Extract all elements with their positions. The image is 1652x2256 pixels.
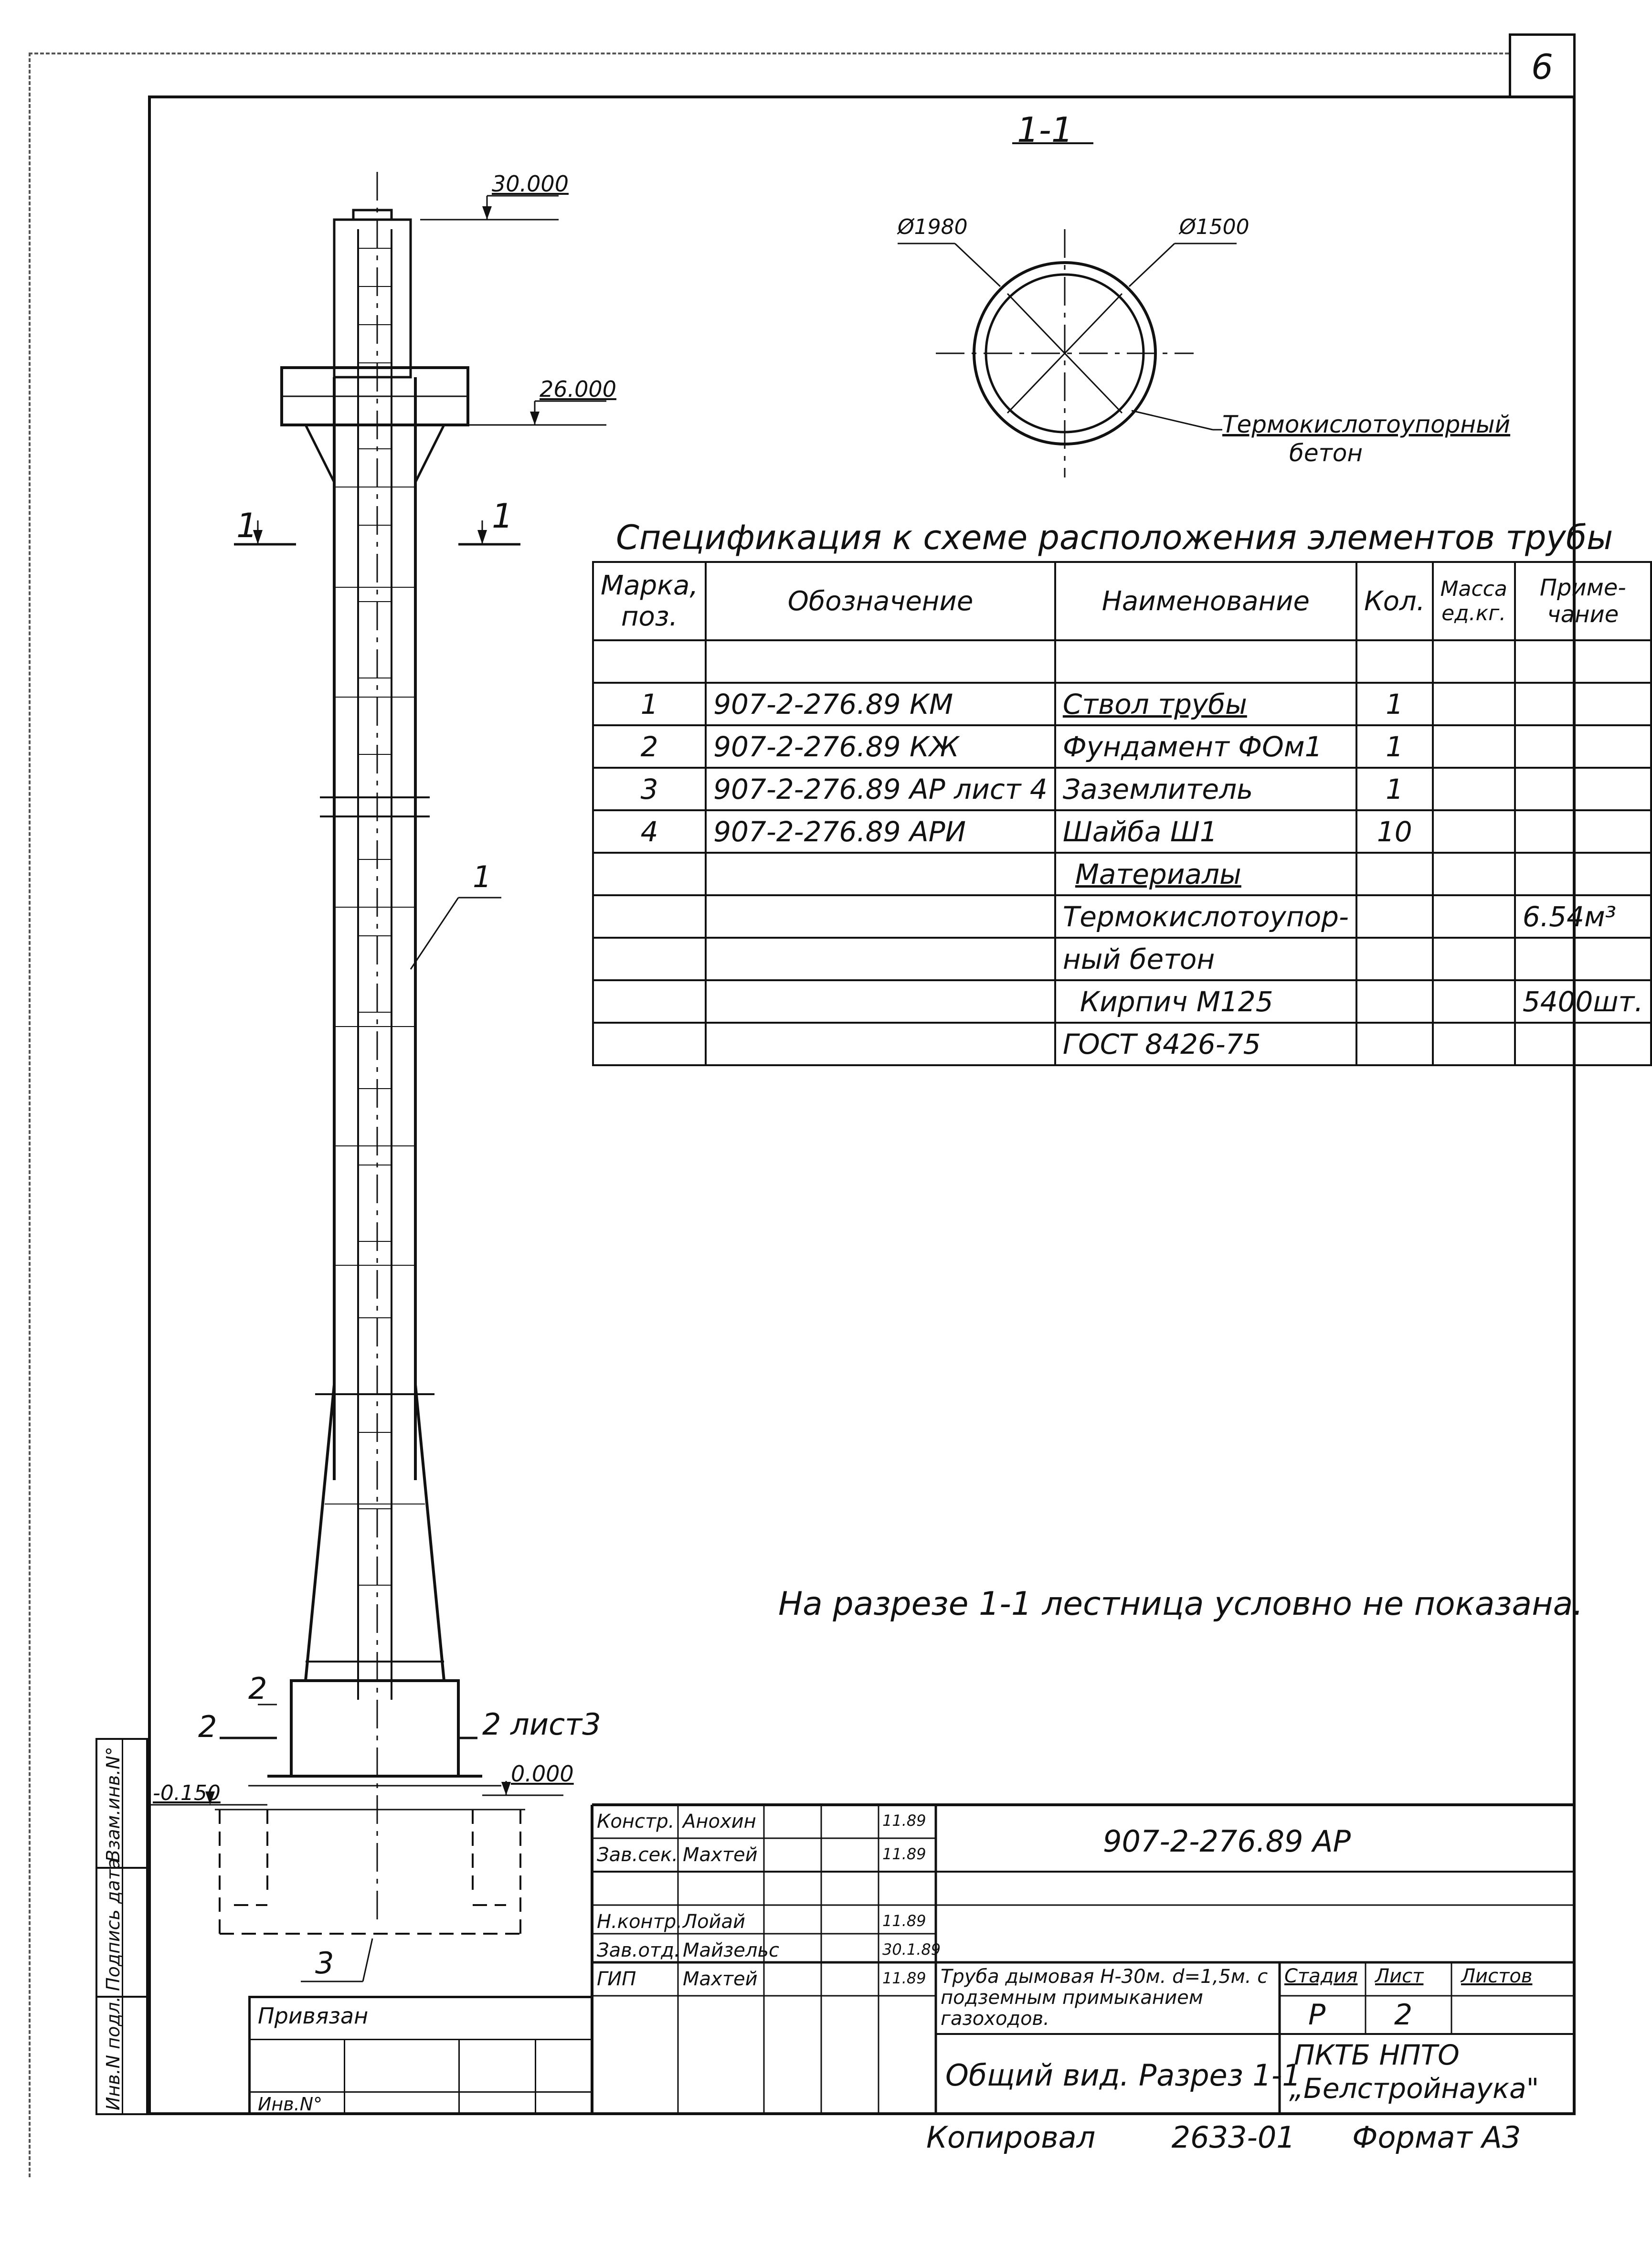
side-label-inv: Инв.N подл. — [103, 1996, 124, 2110]
cell — [706, 938, 1055, 980]
date-5: 11.89 — [882, 1969, 926, 1987]
cell — [1515, 938, 1651, 980]
col-note: Приме-чание — [1515, 562, 1651, 640]
cut2-mark-left: 2 — [198, 1709, 217, 1744]
col-mass: Масса ед.кг. — [1433, 562, 1515, 640]
binding-divider — [458, 2039, 460, 2115]
binding-divider — [535, 2039, 536, 2115]
elevation-ground: 0.000 — [511, 1761, 574, 1787]
copy-number: 2633-01 — [1171, 2120, 1295, 2155]
copied-label: Копировал — [926, 2120, 1096, 2155]
cell — [1433, 1023, 1515, 1065]
cell: Ствол трубы — [1055, 683, 1356, 725]
cell: 907-2-276.89 АР лист 4 — [706, 768, 1055, 810]
cell: 2 — [593, 725, 706, 768]
cell: 1 — [1356, 683, 1433, 725]
cell — [1515, 768, 1651, 810]
cell — [1515, 725, 1651, 768]
cell — [706, 853, 1055, 895]
cell — [1356, 640, 1433, 683]
name-3: Лойай — [683, 1911, 746, 1933]
table-row — [593, 640, 1651, 683]
sheet-value: 2 — [1394, 1998, 1413, 2032]
cell: Термокислотоупор- — [1055, 895, 1356, 938]
cell — [1433, 980, 1515, 1023]
view-title: Общий вид. Разрез 1-1 — [945, 2058, 1301, 2093]
cell: Кирпич М125 — [1055, 980, 1356, 1023]
spec-header-row — [593, 562, 1651, 640]
side-label-signature: Подпись дата — [103, 1858, 124, 1991]
section-material-line2: бетон — [1289, 439, 1363, 467]
stage-value: Р — [1308, 1998, 1326, 2032]
cell — [1433, 768, 1515, 810]
cell — [1356, 895, 1433, 938]
stage-label: Стадия — [1284, 1965, 1358, 1987]
position-1-label: 1 — [473, 859, 492, 894]
spec-title: Спецификация к схеме расположения элементов трубы — [616, 518, 1613, 557]
elevation-below: -0.150 — [153, 1781, 221, 1805]
sheet-number: 6 — [1509, 33, 1576, 95]
role-1: Зав.сек. — [597, 1844, 678, 1866]
cell — [706, 895, 1055, 938]
date-3: 11.89 — [882, 1912, 926, 1930]
name-4: Майзельс — [683, 1939, 780, 1961]
cell: 4 — [593, 810, 706, 853]
cell: 907-2-276.89 КМ — [706, 683, 1055, 725]
table-row — [593, 980, 1651, 1023]
role-0: Констр. — [597, 1811, 675, 1832]
cell — [706, 1023, 1055, 1065]
cell — [1433, 853, 1515, 895]
cell — [593, 640, 706, 683]
cell: 907-2-276.89 АРИ — [706, 810, 1055, 853]
cell: Заземлитель — [1055, 768, 1356, 810]
cell — [593, 938, 706, 980]
cell — [1356, 853, 1433, 895]
date-1: 11.89 — [882, 1845, 926, 1863]
table-row — [593, 768, 1651, 810]
cell: 1 — [1356, 768, 1433, 810]
side-label-replace: Взам.инв.N° — [103, 1747, 124, 1862]
table-row — [593, 1023, 1651, 1065]
cell — [1433, 640, 1515, 683]
cell — [1356, 980, 1433, 1023]
table-row — [593, 895, 1651, 938]
name-1: Махтей — [683, 1844, 758, 1866]
cut2-mark-right: 2 лист3 — [482, 1707, 601, 1742]
cut-mark-right: 1 — [492, 497, 513, 536]
position-3-label: 3 — [315, 1946, 334, 1981]
table-row — [593, 683, 1651, 725]
organization-line2: „Белстройнаука" — [1289, 2072, 1539, 2105]
elevation-platform: 26.000 — [540, 376, 616, 402]
description: Труба дымовая Н-30м. d=1,5м. с подземным примыканием газоходов. — [941, 1966, 1268, 2030]
cell — [1433, 938, 1515, 980]
spec-table — [592, 561, 1652, 1066]
arrow-top-elev — [482, 206, 492, 220]
role-5: ГИП — [597, 1968, 636, 1990]
cell: ГОСТ 8426-75 — [1055, 1023, 1356, 1065]
cell — [1515, 810, 1651, 853]
cell — [593, 895, 706, 938]
binding-divider — [248, 2091, 592, 2093]
table-row — [593, 810, 1651, 853]
cell — [1515, 853, 1651, 895]
cell — [1356, 1023, 1433, 1065]
cell — [1433, 683, 1515, 725]
cell — [1515, 640, 1651, 683]
col-mark: Марка, поз. — [593, 562, 706, 640]
cell: Фундамент ФОм1 — [1055, 725, 1356, 768]
organization-line1: ПКТБ НПТО — [1294, 2039, 1460, 2071]
cell — [1515, 1023, 1651, 1065]
cell — [706, 640, 1055, 683]
cell — [1433, 895, 1515, 938]
cell — [1356, 938, 1433, 980]
document-code: 907-2-276.89 АР — [1103, 1824, 1351, 1859]
cell: 10 — [1356, 810, 1433, 853]
cell: 907-2-276.89 КЖ — [706, 725, 1055, 768]
role-3: Н.контр. — [597, 1911, 682, 1933]
cell: Шайба Ш1 — [1055, 810, 1356, 853]
role-4: Зав.отд. — [597, 1939, 680, 1961]
cell — [593, 980, 706, 1023]
cell — [1515, 683, 1651, 725]
cell — [706, 980, 1055, 1023]
cell: 6.54м³ — [1515, 895, 1651, 938]
sheet-label: Лист — [1375, 1965, 1424, 1987]
cell — [1433, 810, 1515, 853]
cell — [1433, 725, 1515, 768]
name-0: Анохин — [683, 1811, 756, 1832]
inventory-number-label: Инв.N° — [258, 2094, 323, 2115]
cell — [593, 1023, 706, 1065]
position-2-label: 2 — [248, 1671, 267, 1706]
bottom-line — [926, 2120, 1521, 2155]
outer-diameter-label: Ø1980 — [898, 215, 968, 239]
drawing-note: На разрезе 1-1 лестница условно не показана. — [778, 1585, 1583, 1623]
inner-diameter-label: Ø1500 — [1179, 215, 1250, 239]
binding-divider — [248, 2039, 592, 2040]
section-title: 1-1 — [1017, 110, 1073, 150]
table-row — [593, 725, 1651, 768]
cell: 1 — [593, 683, 706, 725]
col-designation: Обозначение — [706, 562, 1055, 640]
date-0: 11.89 — [882, 1811, 926, 1830]
cell: 5400шт. — [1515, 980, 1651, 1023]
cell — [593, 853, 706, 895]
table-row — [593, 938, 1651, 980]
binding-label: Привязан — [258, 2003, 369, 2029]
date-4: 30.1.89 — [882, 1940, 941, 1959]
format-label: Формат А3 — [1352, 2120, 1521, 2155]
cell — [1055, 640, 1356, 683]
materials-subheading: Материалы — [1055, 853, 1356, 895]
cell: 3 — [593, 768, 706, 810]
section-material-line1: Термокислотоупорный — [1222, 411, 1511, 438]
cell: 1 — [1356, 725, 1433, 768]
table-row — [593, 853, 1651, 895]
col-name: Наименование — [1055, 562, 1356, 640]
col-qty: Кол. — [1356, 562, 1433, 640]
title-block — [592, 1805, 1576, 2115]
cell: ный бетон — [1055, 938, 1356, 980]
cut-mark-left: 1 — [236, 506, 258, 545]
sheets-label: Листов — [1461, 1965, 1533, 1987]
binding-divider — [344, 2039, 345, 2115]
elevation-top: 30.000 — [492, 171, 569, 197]
arrow-platform-elev — [530, 412, 540, 425]
name-5: Махтей — [683, 1968, 758, 1990]
